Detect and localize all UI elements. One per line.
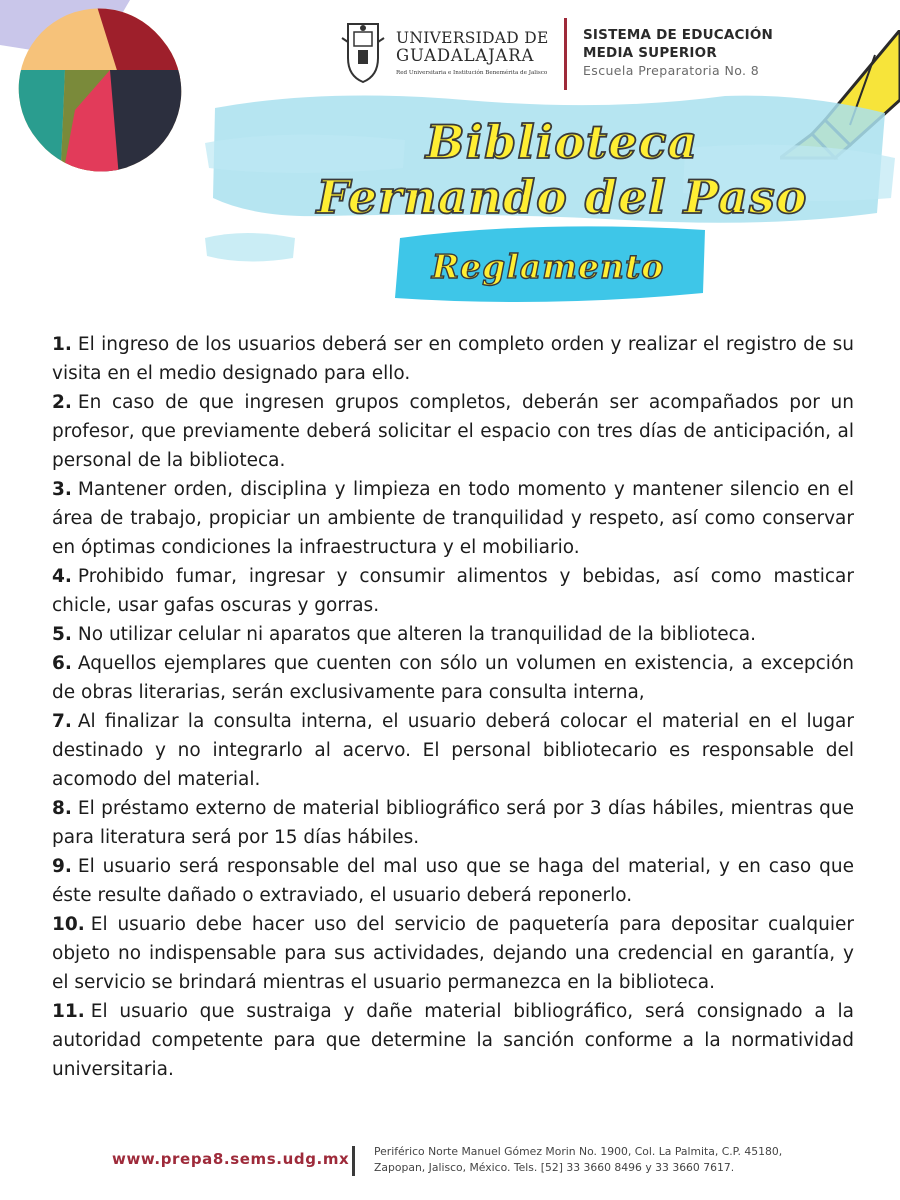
- rule-text: El préstamo externo de material bibliográfico será por 3 días hábiles, mientras que para literatura será por 15 días hábiles.: [52, 798, 854, 848]
- rules-list: [52, 330, 854, 1084]
- university-line1: UNIVERSIDAD DE: [396, 29, 549, 47]
- rule-number: 11.: [52, 1001, 85, 1022]
- rule-number: 8.: [52, 798, 72, 819]
- system-name: [583, 26, 773, 80]
- rule-text: Mantener orden, disciplina y limpieza en todo momento y mantener silencio en el área de trabajo, propiciar un ambiente de tranquilidad y respeto, así como conservar en óptimas condiciones la infraestructura y el mobiliario.: [52, 479, 854, 558]
- rule-text: Aquellos ejemplares que cuenten con sólo un volumen en existencia, a excepción de obras literarias, serán exclusivamente para consulta interna,: [52, 653, 854, 703]
- rule-number: 3.: [52, 479, 72, 500]
- rule-number: 2.: [52, 392, 72, 413]
- header: [340, 18, 810, 93]
- footer-divider: [352, 1146, 355, 1176]
- rule-number: 7.: [52, 711, 72, 732]
- rule-item: [52, 794, 854, 852]
- rule-item: [52, 707, 854, 794]
- rule-item: [52, 997, 854, 1084]
- rule-number: 1.: [52, 334, 72, 355]
- title-line1: Biblioteca: [425, 115, 699, 169]
- rule-text: Prohibido fumar, ingresar y consumir alimentos y bebidas, así como masticar chicle, usar gafas oscuras y gorras.: [52, 566, 854, 616]
- university-name: [396, 30, 549, 64]
- title-line2: Fernando del Paso: [316, 170, 808, 224]
- rule-text: El usuario debe hacer uso del servicio de paquetería para depositar cualquier objeto no indispensable para sus actividades, dejando una credencial en garantía, y el servicio se brindará mientras el usuario permanezca en la biblioteca.: [52, 914, 854, 993]
- university-line2: GUADALAJARA: [396, 46, 535, 65]
- website-link[interactable]: www.prepa8.sems.udg.mx: [112, 1150, 350, 1168]
- rule-text: El ingreso de los usuarios deberá ser en completo orden y realizar el registro de su visita en el medio designado para ello.: [52, 334, 854, 384]
- footer: [0, 1138, 900, 1188]
- university-subtitle: Red Universitaria e Institución Benemérita de Jalisco: [396, 70, 548, 76]
- rule-item: [52, 388, 854, 475]
- rule-item: [52, 475, 854, 562]
- rule-number: 6.: [52, 653, 72, 674]
- rule-text: El usuario será responsable del mal uso que se haga del material, y en caso que éste resulte dañado o extraviado, el usuario deberá reponerlo.: [52, 856, 854, 906]
- school-name: Escuela Preparatoria No. 8: [583, 63, 760, 78]
- university-crest-icon: [340, 20, 386, 84]
- rule-number: 5.: [52, 624, 72, 645]
- rule-number: 4.: [52, 566, 72, 587]
- system-line1: SISTEMA DE EDUCACIÓN: [583, 27, 774, 43]
- header-divider: [564, 18, 567, 90]
- rule-number: 9.: [52, 856, 72, 877]
- address: [374, 1144, 782, 1176]
- rule-item: [52, 562, 854, 620]
- rule-text: Al finalizar la consulta interna, el usuario deberá colocar el material en el lugar destinado y no integrarlo al acervo. El personal bibliotecario es responsable del acomodo del material.: [52, 711, 854, 790]
- rule-item: [52, 649, 854, 707]
- subtitle: Reglamento: [431, 247, 665, 286]
- system-line2: MEDIA SUPERIOR: [583, 45, 717, 61]
- address-line1: Periférico Norte Manuel Gómez Morin No. 1900, Col. La Palmita, C.P. 45180,: [374, 1145, 783, 1158]
- rule-item: [52, 620, 854, 649]
- rule-item: [52, 852, 854, 910]
- rule-item: [52, 330, 854, 388]
- rule-number: 10.: [52, 914, 85, 935]
- rule-item: [52, 910, 854, 997]
- rule-text: No utilizar celular ni aparatos que alteren la tranquilidad de la biblioteca.: [77, 624, 756, 645]
- address-line2: Zapopan, Jalisco, México. Tels. [52] 33 3660 8496 y 33 3660 7617.: [374, 1161, 735, 1174]
- rule-text: El usuario que sustraiga y dañe material bibliográfico, será consignado a la autoridad competente para que determine la sanción conforme a la normatividad universitaria.: [52, 1001, 854, 1080]
- rule-text: En caso de que ingresen grupos completos, deberán ser acompañados por un profesor, que previamente deberá solicitar el espacio con tres días de anticipación, al personal de la biblioteca.: [52, 392, 854, 471]
